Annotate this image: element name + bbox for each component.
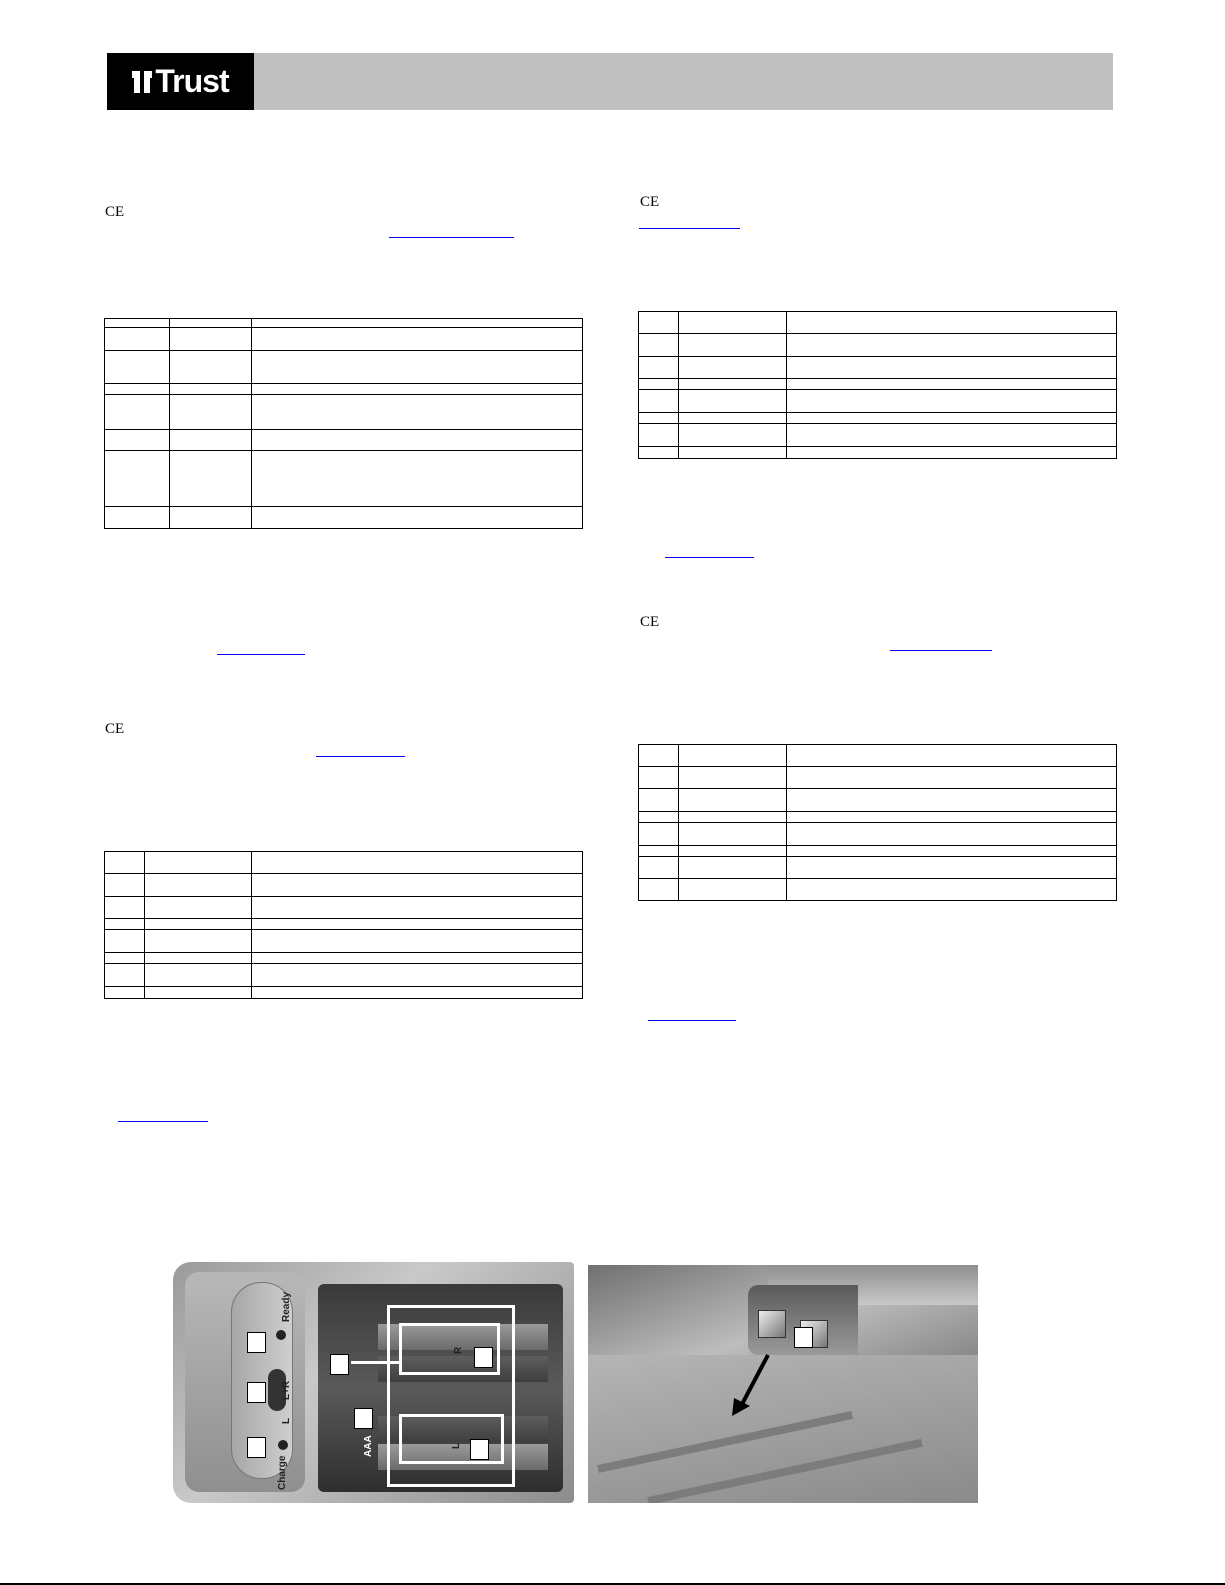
logo-text: Trust	[155, 63, 229, 99]
ce-mark-2: CE	[105, 721, 125, 737]
callout-box-8	[794, 1327, 813, 1348]
spec-table-3	[638, 311, 1117, 459]
callout-box-1	[247, 1332, 266, 1353]
ce-mark-4: CE	[640, 614, 660, 630]
slot-l-label: L	[451, 1442, 462, 1449]
link-7[interactable]	[890, 650, 992, 651]
ce-mark-1: CE	[105, 204, 125, 220]
header-bar	[107, 53, 1113, 110]
l-label: L	[281, 1417, 292, 1424]
pointer-line	[351, 1361, 401, 1364]
callout-box-6	[474, 1347, 493, 1368]
trust-logo-mark-icon	[132, 71, 152, 93]
callout-box-7	[470, 1439, 489, 1460]
link-4[interactable]	[118, 1121, 208, 1122]
callout-box-2	[247, 1382, 266, 1403]
aaa-label: AAA	[363, 1435, 374, 1457]
link-8[interactable]	[648, 1020, 736, 1021]
charger-photo-closeup	[588, 1265, 978, 1503]
link-2[interactable]	[217, 654, 305, 655]
spec-table-4	[638, 744, 1117, 901]
callout-box-4	[330, 1354, 349, 1375]
arrow-icon	[728, 1350, 778, 1420]
ce-mark-3: CE	[640, 194, 660, 210]
spec-table-2	[104, 851, 583, 999]
charge-label: Charge	[277, 1455, 288, 1490]
callout-box-3	[247, 1437, 266, 1458]
link-6[interactable]	[665, 557, 754, 558]
callout-box-5	[354, 1408, 373, 1429]
lr-label: L+R	[281, 1380, 292, 1400]
slot-r-label: R	[453, 1346, 464, 1354]
ready-led	[276, 1330, 286, 1340]
trust-logo	[107, 53, 254, 110]
link-5[interactable]	[639, 228, 740, 229]
charge-led	[278, 1440, 288, 1450]
link-1[interactable]	[389, 237, 514, 238]
battery-contact-1	[758, 1310, 786, 1338]
spec-table-1	[104, 318, 583, 529]
link-3[interactable]	[316, 756, 405, 757]
charger-photo-top-view	[173, 1262, 574, 1503]
ready-label: Ready	[281, 1291, 292, 1322]
